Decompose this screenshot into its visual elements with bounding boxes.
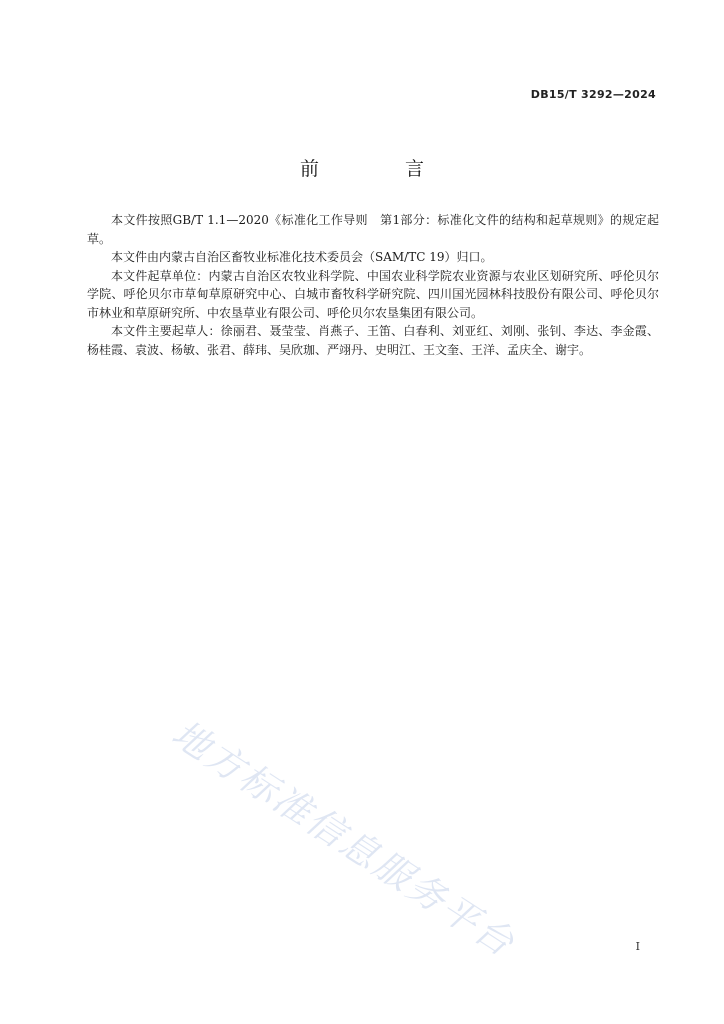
- paragraph-drafters: 本文件主要起草人：徐丽君、聂莹莹、肖燕子、王笛、白春利、刘亚红、刘刚、张钊、李达、李金霞、杨桂霞、袁波、杨敏、张君、薛玮、吴欣珈、严翊丹、史明江、王文奎、王洋、孟庆全、谢宇。: [87, 324, 659, 357]
- paragraph-drafting-units: 本文件起草单位：内蒙古自治区农牧业科学院、中国农业科学院农业资源与农业区划研究所、呼伦贝尔学院、呼伦贝尔市草甸草原研究中心、白城市畜牧科学研究院、四川国光园林科技股份有限公司、呼伦贝尔市林业和草原研究所、中农垦草业有限公司、呼伦贝尔农垦集团有限公司。: [87, 268, 659, 320]
- standard-code: DB15/T 3292—2024: [530, 88, 656, 101]
- page-title: 前 言: [299, 158, 465, 180]
- paragraph-committee: 本文件由内蒙古自治区畜牧业标准化技术委员会（SAM/TC 19）归口。: [111, 250, 493, 264]
- watermark: 地方标准信息服务平台: [164, 711, 524, 966]
- paragraph-drafting-rules: 本文件按照GB/T 1.1—2020《标准化工作导则 第1部分：标准化文件的结构和起草规则》的规定起草。: [87, 213, 659, 246]
- foreword-body: [87, 211, 659, 359]
- page-number: I: [635, 940, 640, 953]
